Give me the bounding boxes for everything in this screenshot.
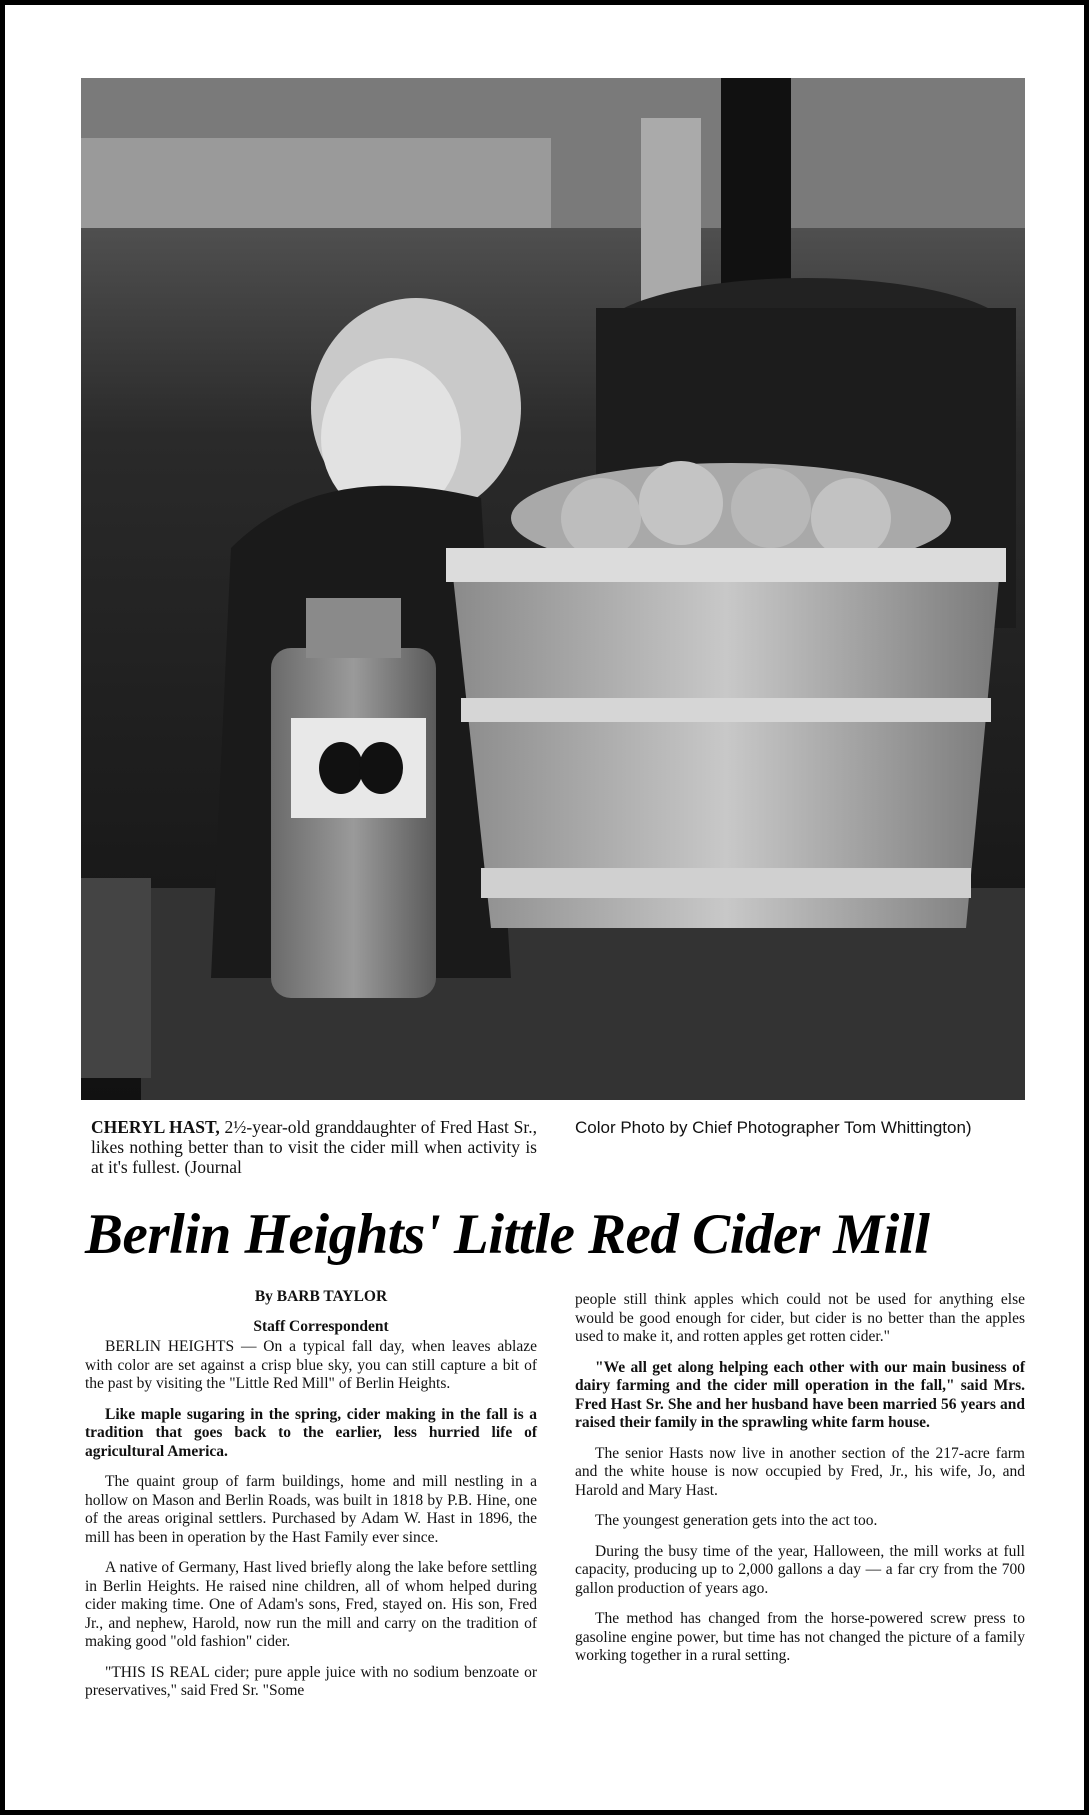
photo-caption xyxy=(91,1117,537,1177)
paragraph: The youngest generation gets into the act too. xyxy=(595,1512,878,1529)
paragraph: During the busy time of the year, Halloween, the mill works at full capacity, producing up to 2,000 gallons a day — a far cry from the 700 gallon production of years ago. xyxy=(575,1542,1025,1597)
photo-of-child-with-cider-jug-and-apple-basket-icon xyxy=(81,78,1025,1100)
paragraph: The method has changed from the horse-powered screw press to gasoline engine power, but time has not changed the picture of a family working together in a rural setting. xyxy=(575,1610,1025,1664)
paragraph: The senior Hasts now live in another section of the 217-acre farm and the white house is now occupied by Fred, Jr., his wife, Jo, and Harold and Mary Hast. xyxy=(575,1444,1025,1499)
paragraph: people still think apples which could not be used for anything else would be good enough for cider, but cider is no better than the apples used to make it, and rotten apples get rotten cider." xyxy=(575,1291,1025,1345)
paragraph: The quaint group of farm buildings, home and mill nestling in a hollow on Mason and Berlin Roads, was built in 1818 by P.B. Hine, one of the areas original settlers. Purchased by Adam W. Hast in 1896, the mill has been in operation by the Hast Family ever since. xyxy=(85,1473,537,1546)
article-column-right xyxy=(575,1291,1025,1678)
paragraph: "We all get along helping each other with our main business of dairy farming and the cider mill operation in the fall," said Mrs. Fred Hast Sr. She and her husband have been married 56 years and raised their family in the sprawling white farm house. xyxy=(575,1358,1025,1431)
headline: Berlin Heights' Little Red Cider Mill xyxy=(85,1203,930,1266)
photo xyxy=(81,78,1025,1100)
paragraph: "THIS IS REAL cider; pure apple juice with no sodium benzoate or preservatives," said Fred Sr. "Some xyxy=(85,1663,537,1699)
paragraph: Like maple sugaring in the spring, cider making in the fall is a tradition that goes back to the earlier, less hurried life of agricultural America. xyxy=(85,1405,537,1460)
photo-credit: Color Photo by Chief Photographer Tom Whittington) xyxy=(575,1118,972,1137)
byline-role: Staff Correspondent xyxy=(253,1318,389,1335)
caption-text: 2½-year-old granddaughter of Fred Hast Sr., likes nothing better than to visit the cider mill when activity is at it's fullest. (Journal xyxy=(91,1117,537,1177)
paragraph: BERLIN HEIGHTS — On a typical fall day, when leaves ablaze with color are set against a crisp blue sky, you can still capture a bit of the past by visiting the "Little Red Mill" of Berlin Heights. xyxy=(85,1338,537,1392)
article-column-left xyxy=(85,1288,537,1713)
caption-name: CHERYL HAST, xyxy=(91,1117,220,1137)
byline-author: By BARB TAYLOR xyxy=(254,1288,388,1305)
paragraph: A native of Germany, Hast lived briefly along the lake before settling in Berlin Heights. He raised nine children, all of whom helped during cider making time. One of Adam's sons, Fred, stayed on. His son, Fred Jr., and nephew, Harold, now run the mill and carry on the tradition of making good "old fashion" cider. xyxy=(85,1559,537,1650)
